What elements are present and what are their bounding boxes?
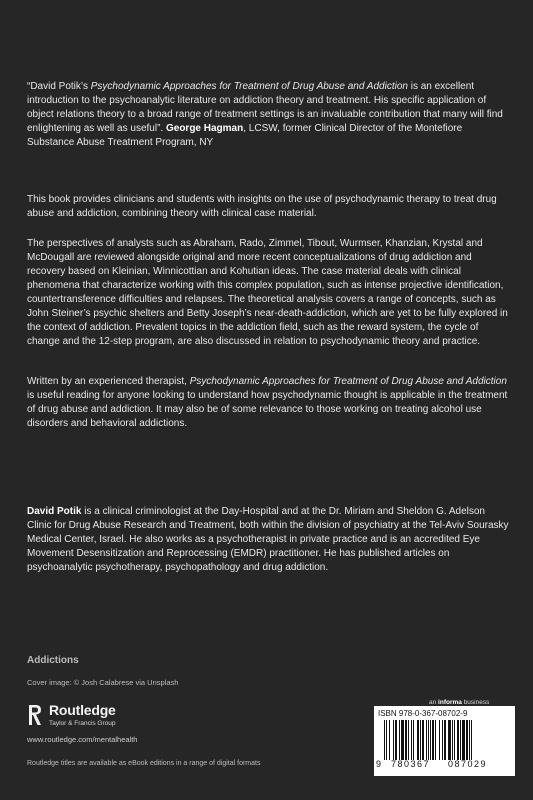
routledge-r-icon	[27, 704, 42, 726]
barcode-bar	[411, 720, 412, 760]
quote-book-title: Psychodynamic Approaches for Treatment of Drug Abuse and Addiction	[90, 81, 408, 92]
barcode-bar	[430, 720, 431, 760]
isbn-label: ISBN 978-0-367-08702-9	[378, 709, 468, 718]
barcode-icon	[384, 720, 506, 760]
description-paragraph-1: This book provides clinicians and students with insights on the use of psychodynamic therapy to treat drug abuse and addiction, combining theory with clinical case material.	[27, 194, 497, 219]
barcode-bar	[460, 720, 461, 760]
publisher-group: Taylor & Francis Group	[49, 720, 116, 727]
barcode-bar	[435, 720, 436, 760]
barcode-bar	[469, 720, 470, 760]
barcode-bar	[457, 720, 459, 760]
author-name: David Potik	[27, 506, 82, 517]
description-paragraph-2: The perspectives of analysts such as Abraham, Rado, Zimmel, Tibout, Wurmser, Khanzian, Krystal and McDougall are reviewed alongside original and more recent conceptualizations of drug addiction and recovery based on Kleinian, Winnicottian and Kohutian ideas. The case material deals with clinical phenomena that characterize working with this complex population, such as intense projective identification, countertransference difficulties and relapses. The theoretical analysis covers a range of concepts, such as John Steiner’s psychic shelters and Betty Joseph’s near-death-addiction, which are yet to be fully explored in the context of addiction. Prevalent topics in the addiction field, such as the reward system, the cycle of change and the 12-step program, are also discussed in relation to psychodynamic theory and practice.	[27, 238, 508, 347]
barcode-bar	[413, 720, 414, 760]
barcode-bar	[417, 720, 419, 760]
cover-image-credit: Cover image: © Josh Calabrese via Unsplash	[27, 678, 179, 687]
quote-affiliation: , LCSW, former Clinical Director of the Montefiore Substance Abuse Treatment Program, NY	[27, 123, 463, 148]
quote-text-body: is an excellent introduction to the psychoanalytic literature on addiction theory and treatment. His specific application of object relations theory to a broad range of treatment settings is an invaluable contribution that many will find enlightening as well as useful”.	[27, 81, 503, 134]
isbn-barcode	[374, 706, 515, 776]
barcode-bar	[405, 720, 407, 760]
quote-text-start: “David Potik’s	[27, 81, 91, 92]
para3-book-title: Psychodynamic Approaches for Treatment of Drug Abuse and Addiction	[189, 376, 507, 387]
informa-brand: informa	[438, 699, 462, 706]
barcode-bar	[448, 720, 451, 760]
barcode-bar	[422, 720, 424, 760]
barcode-bar	[432, 720, 434, 760]
barcode-bar	[389, 720, 390, 760]
publisher-logo	[27, 702, 227, 748]
barcode-bar	[395, 720, 397, 760]
quote-author: George Hagman	[165, 123, 244, 134]
barcode-digit-first: 9	[376, 759, 382, 769]
barcode-bar	[426, 720, 427, 760]
author-bio	[27, 505, 512, 575]
ebook-footer-note: Routledge titles are available as eBook editions in a range of digital formats	[27, 760, 261, 767]
description-paragraph-3	[27, 375, 512, 431]
barcode-bar	[428, 720, 429, 760]
barcode-bar	[444, 720, 446, 760]
informa-prefix: an	[429, 699, 439, 706]
informa-suffix: business	[461, 699, 490, 706]
barcode-bar	[399, 720, 400, 760]
para3-start: Written by an experienced therapist,	[27, 376, 190, 387]
informa-business-label	[429, 699, 489, 706]
barcode-bar	[393, 720, 394, 760]
publisher-url[interactable]: www.routledge.com/mentalhealth	[27, 735, 138, 744]
barcode-bar	[386, 720, 387, 760]
barcode-bar	[439, 720, 440, 760]
barcode-bar	[466, 720, 468, 760]
barcode-digit-group-1: 780367	[391, 759, 431, 769]
barcode-bar	[384, 720, 385, 760]
barcode-bar	[408, 720, 409, 760]
barcode-bar	[401, 720, 404, 760]
subject-category: Addictions	[27, 655, 79, 666]
barcode-digit-group-2: 087029	[448, 759, 488, 769]
barcode-bar	[420, 720, 421, 760]
publisher-name: Routledge	[49, 702, 116, 718]
barcode-bar	[452, 720, 453, 760]
barcode-bar	[462, 720, 465, 760]
barcode-bar	[454, 720, 455, 760]
para3-end: is useful reading for anyone looking to understand how psychodynamic thought is applicable in the treatment of drug abuse and addiction. It may also be of some relevance to those working on treating alcohol use disorders and behavioral addictions.	[27, 390, 508, 429]
endorsement-quote	[27, 80, 512, 150]
barcode-bar	[442, 720, 443, 760]
barcode-bar	[471, 720, 472, 760]
author-bio-text: is a clinical criminologist at the Day-Hospital and at the Dr. Miriam and Sheldon G. Adelson Clinic for Drug Abuse Research and Treatment, both within the division of psychiatry at the Tel-Aviv Sourasky Medical Center, Israel. He also works as a psychotherapist in private practice and is an accredited Eye Movement Desensitization and Reprocessing (EMDR) practitioner. He has published articles on psychoanalytic psychotherapy, psychopathology and drug addiction.	[27, 506, 509, 573]
